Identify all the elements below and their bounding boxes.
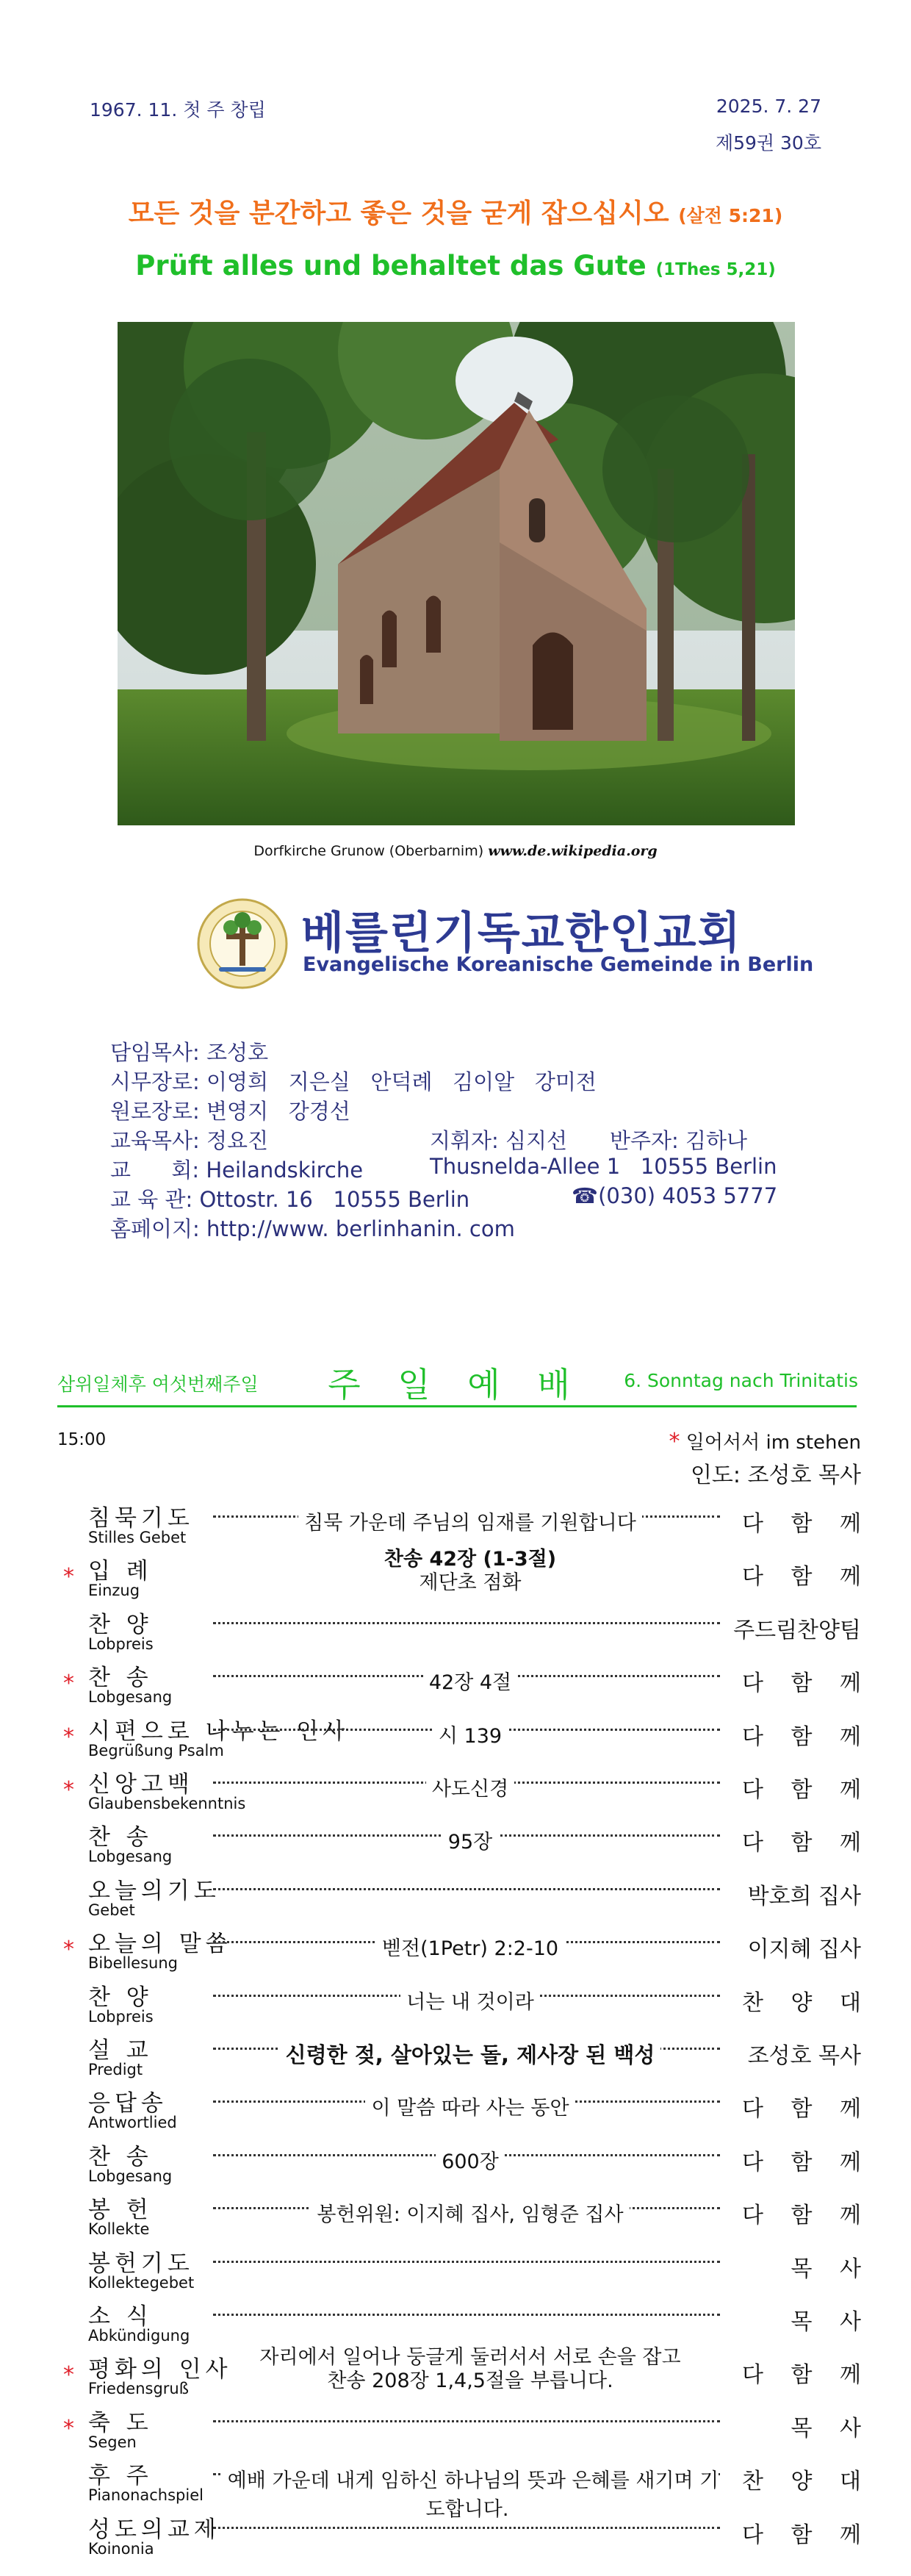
order-item-detail-text: 신령한 젖, 살아있는 돌, 제사장 된 백성 bbox=[280, 2042, 661, 2067]
order-item-korean: 시편으로 나누는 인사 bbox=[88, 1718, 350, 1745]
theme-verse-korean bbox=[0, 193, 911, 230]
order-item-detail bbox=[220, 1932, 720, 1961]
order-item-detail-text: 침묵 가운데 주님의 임재를 기원합니다 bbox=[298, 1512, 642, 1535]
theme-verse-german-text: Prüft alles und behaltet das Gute bbox=[135, 250, 647, 281]
order-item bbox=[0, 1499, 911, 1551]
info-value: 이영희 지은실 안덕례 김이알 강미전 bbox=[206, 1069, 597, 1094]
asterisk-icon: * bbox=[63, 1564, 74, 1590]
order-item-detail bbox=[220, 1773, 720, 1801]
order-item-korean: 찬 양 bbox=[88, 1611, 153, 1638]
asterisk-icon: * bbox=[63, 1671, 74, 1697]
order-item-german: Antwortlied bbox=[88, 2114, 177, 2132]
theme-verse-german bbox=[0, 250, 911, 281]
order-item-responsible: 다 함 께 bbox=[736, 1718, 871, 1751]
order-item-detail-text: 봉헌위원: 이지혜 집사, 임형준 집사 bbox=[311, 2203, 629, 2226]
photo-caption-source: www.de.wikipedia.org bbox=[488, 843, 658, 859]
church-logo bbox=[197, 898, 289, 990]
asterisk-icon: * bbox=[63, 1937, 74, 1963]
order-item-responsible: 다 함 께 bbox=[736, 1505, 871, 1538]
order-item-german: Einzug bbox=[88, 1582, 140, 1600]
dot-leader bbox=[213, 2527, 720, 2529]
order-item-responsible: 목 사 bbox=[785, 2303, 872, 2336]
order-item-responsible: 다 함 께 bbox=[736, 1665, 871, 1697]
theme-verse-korean-ref: (살전 5:21) bbox=[678, 205, 783, 226]
order-item-korean: 소 식 bbox=[88, 2303, 153, 2330]
info-church bbox=[110, 1154, 363, 1184]
order-item-german: Predigt bbox=[88, 2061, 143, 2078]
info-value: 조성호 bbox=[206, 1040, 269, 1065]
order-item bbox=[0, 2404, 911, 2455]
order-item-responsible: 다 함 께 bbox=[736, 1558, 871, 1590]
order-item-responsible: 다 함 께 bbox=[736, 1824, 871, 1856]
bulletin-date: 2025. 7. 27 bbox=[716, 96, 821, 117]
stand-note bbox=[669, 1427, 862, 1454]
order-item-korean: 오늘의기도 bbox=[88, 1877, 220, 1904]
order-item-german: Bibellesung bbox=[88, 1954, 178, 1973]
info-label: 원로장로: bbox=[110, 1099, 200, 1124]
dot-leader bbox=[213, 2420, 720, 2422]
order-item-german: Segen bbox=[88, 2433, 137, 2451]
dot-leader bbox=[213, 1622, 720, 1624]
founding-date: 1967. 11. 첫 주 창립 bbox=[90, 99, 266, 121]
info-accompanist: 반주자: 김하나 bbox=[610, 1128, 748, 1153]
order-item-responsible: 다 함 께 bbox=[736, 1771, 871, 1804]
asterisk-icon: * bbox=[63, 1723, 74, 1750]
dot-leader bbox=[213, 2261, 720, 2263]
info-retired-elders bbox=[110, 1095, 350, 1125]
asterisk-icon: * bbox=[63, 2415, 74, 2442]
order-item-korean: 설 교 bbox=[88, 2037, 153, 2064]
order-item-detail bbox=[220, 2346, 720, 2393]
order-item-detail-text: 95장 bbox=[442, 1831, 498, 1854]
issue-number: 제59권 30호 bbox=[715, 132, 821, 154]
order-item-detail bbox=[220, 1507, 720, 1535]
order-item-korean: 찬 송 bbox=[88, 2143, 153, 2170]
order-item bbox=[0, 1978, 911, 2030]
order-item bbox=[0, 1548, 911, 1604]
order-item-responsible: 목 사 bbox=[785, 2410, 872, 2442]
order-item-detail-line1: 찬송 42장 (1-3절) bbox=[384, 1548, 557, 1571]
info-label: 홈페이지: bbox=[110, 1216, 200, 1241]
order-item-responsible: 찬 양 대 bbox=[736, 2463, 871, 2495]
order-item-detail bbox=[220, 2145, 720, 2174]
order-item-detail-text: 너는 내 것이라 bbox=[400, 1991, 540, 2014]
order-item-detail-line2: 찬송 208장 1,4,5절을 부릅니다. bbox=[327, 2369, 613, 2393]
order-item bbox=[0, 1606, 911, 1657]
order-item-detail-text: 벧전(1Petr) 2:2-10 bbox=[376, 1937, 564, 1960]
order-item-detail bbox=[220, 1548, 720, 1595]
section-divider bbox=[57, 1405, 857, 1407]
order-item bbox=[0, 2346, 911, 2402]
order-item-detail bbox=[220, 1720, 720, 1748]
order-item-responsible: 다 함 께 bbox=[736, 2090, 871, 2123]
service-time: 15:00 bbox=[57, 1430, 107, 1449]
order-item bbox=[0, 1925, 911, 1976]
order-item-responsible: 주드림찬양팀 bbox=[727, 1612, 861, 1644]
order-item-responsible: 박호희 집사 bbox=[742, 1878, 861, 1910]
order-item-german: Lobgesang bbox=[88, 1688, 173, 1707]
order-item-german: Friedensgruß bbox=[88, 2380, 189, 2398]
order-item-german: Lobgesang bbox=[88, 1848, 173, 1866]
order-item-detail bbox=[220, 2092, 720, 2120]
info-education-pastor bbox=[110, 1124, 268, 1155]
order-item-detail-text: 사도신경 bbox=[426, 1778, 514, 1801]
theme-verse-korean-text: 모든 것을 분간하고 좋은 것을 굳게 잡으십시오 bbox=[128, 198, 669, 229]
church-photo bbox=[118, 322, 795, 825]
homepage-link[interactable]: http://www. berlinhanin. com bbox=[206, 1216, 515, 1241]
order-item-german: Gebet bbox=[88, 1901, 135, 1919]
order-item bbox=[0, 2297, 911, 2349]
order-item-responsible: 찬 양 대 bbox=[736, 1984, 871, 2017]
info-conductor: 지휘자: 심지선 bbox=[430, 1128, 568, 1153]
service-title: 주 일 예 배 bbox=[328, 1365, 583, 1404]
order-item-korean: 찬 송 bbox=[88, 1824, 153, 1851]
order-item-detail-text: 예배 가운데 내게 임하신 하나님의 뜻과 은혜를 새기며 기도합니다. bbox=[222, 2469, 719, 2521]
asterisk-icon: * bbox=[669, 1429, 680, 1454]
service-sunday-korean: 삼위일체후 여섯번째주일 bbox=[57, 1374, 259, 1395]
order-item-korean: 찬 송 bbox=[88, 1665, 153, 1692]
order-item-korean: 봉 헌 bbox=[88, 2197, 153, 2224]
order-item-german: Koinonia bbox=[88, 2539, 154, 2558]
dot-leader bbox=[213, 2314, 720, 2316]
info-education-hall bbox=[110, 1183, 469, 1213]
order-item-german: Glaubensbekenntnis bbox=[88, 1795, 246, 1812]
info-label: 담임목사: bbox=[110, 1040, 200, 1065]
order-item-korean: 신앙고백 bbox=[88, 1771, 194, 1798]
order-item-detail-line1: 자리에서 일어나 둥글게 둘러서서 서로 손을 잡고 bbox=[259, 2346, 681, 2369]
info-value: Ottostr. 16 10555 Berlin bbox=[199, 1187, 470, 1212]
service-leader: 인도: 조성호 목사 bbox=[690, 1463, 861, 1488]
order-item bbox=[0, 1712, 911, 1764]
order-item-responsible: 다 함 께 bbox=[736, 2516, 871, 2549]
order-item-german: Begrüßung Psalm bbox=[88, 1741, 224, 1759]
order-item-korean: 후 주 bbox=[88, 2463, 153, 2490]
order-item bbox=[0, 1818, 911, 1870]
order-item-responsible: 목 사 bbox=[785, 2250, 872, 2283]
info-label: 시무장로: bbox=[110, 1069, 200, 1094]
order-item bbox=[0, 2191, 911, 2242]
info-value: Heilandskirche bbox=[206, 1158, 364, 1183]
order-item bbox=[0, 2084, 911, 2136]
order-item-korean: 침묵기도 bbox=[88, 1505, 194, 1532]
order-item-detail-text: 시 139 bbox=[433, 1725, 508, 1748]
order-item-german: Kollekte bbox=[88, 2220, 150, 2239]
photo-caption bbox=[0, 843, 911, 859]
info-label: 교육목사: bbox=[110, 1128, 200, 1153]
order-item-german: Lobpreis bbox=[88, 1635, 154, 1653]
order-item-german: Lobgesang bbox=[88, 2167, 173, 2185]
info-senior-pastor bbox=[110, 1036, 268, 1066]
order-item bbox=[0, 1659, 911, 1710]
order-item-responsible: 다 함 께 bbox=[736, 2144, 871, 2176]
order-item-responsible: 조성호 목사 bbox=[742, 2037, 861, 2070]
order-item-korean: 오늘의 말씀 bbox=[88, 1931, 232, 1958]
info-label: 교 육 관: bbox=[110, 1187, 193, 1212]
order-item bbox=[0, 1765, 911, 1817]
theme-verse-german-ref: (1Thes 5,21) bbox=[655, 260, 776, 279]
order-item-detail-line2: 제단초 점화 bbox=[419, 1571, 522, 1595]
order-item bbox=[0, 2457, 911, 2522]
info-value: 정요진 bbox=[206, 1128, 269, 1153]
order-item-german: Kollektegebet bbox=[88, 2273, 195, 2292]
order-item-german: Lobpreis bbox=[88, 2007, 154, 2026]
order-item bbox=[0, 2031, 911, 2083]
church-name-korean: 베를린기독교한인교회 bbox=[301, 908, 742, 959]
order-item bbox=[0, 2138, 911, 2189]
order-item-detail bbox=[220, 1826, 720, 1854]
order-item bbox=[0, 2511, 911, 2562]
info-phone: ☎(030) 4053 5777 bbox=[572, 1183, 778, 1208]
order-item-responsible: 다 함 께 bbox=[736, 2197, 871, 2229]
order-item-detail bbox=[220, 2198, 720, 2227]
order-item-german: Pianonachspiel bbox=[88, 2486, 204, 2505]
order-item-korean: 평화의 인사 bbox=[88, 2356, 232, 2383]
info-value: 변영지 강경선 bbox=[206, 1099, 350, 1124]
order-item bbox=[0, 1872, 911, 1923]
order-item-detail bbox=[220, 2039, 720, 2069]
order-item-korean: 축 도 bbox=[88, 2409, 153, 2436]
info-label: 교 회: bbox=[110, 1158, 200, 1183]
info-homepage bbox=[110, 1213, 515, 1243]
order-item-detail-text: 42장 4절 bbox=[423, 1671, 517, 1694]
info-elders bbox=[110, 1066, 597, 1096]
service-sunday-german: 6. Sonntag nach Trinitatis bbox=[624, 1370, 858, 1391]
order-item-detail-text: 이 말씀 따라 사는 동안 bbox=[365, 2097, 575, 2120]
order-item-korean: 성도의교제 bbox=[88, 2516, 220, 2543]
asterisk-icon: * bbox=[63, 1777, 74, 1803]
order-item-detail bbox=[220, 1986, 720, 2014]
order-item-responsible: 이지혜 집사 bbox=[742, 1931, 861, 1963]
order-item-detail bbox=[220, 1666, 720, 1695]
info-church-address: Thusnelda-Allee 1 10555 Berlin bbox=[430, 1154, 777, 1179]
order-item-korean: 입 례 bbox=[88, 1558, 153, 1585]
order-item-korean: 찬 양 bbox=[88, 1984, 153, 2011]
stand-note-text: 일어서서 im stehen bbox=[685, 1432, 861, 1454]
order-item bbox=[0, 2245, 911, 2296]
order-item-responsible: 다 함 께 bbox=[736, 2356, 871, 2389]
church-name-german: Evangelische Koreanische Gemeinde in Berlin bbox=[303, 953, 814, 976]
photo-caption-main: Dorfkirche Grunow (Oberbarnim) bbox=[253, 843, 484, 859]
order-item-korean: 응답송 bbox=[88, 2090, 168, 2117]
asterisk-icon: * bbox=[63, 2362, 74, 2389]
order-item-german: Stilles Gebet bbox=[88, 1529, 187, 1546]
order-item-german: Abkündigung bbox=[88, 2327, 190, 2344]
order-item-detail-text: 600장 bbox=[436, 2150, 505, 2173]
dot-leader bbox=[213, 1888, 720, 1890]
order-item-korean: 봉헌기도 bbox=[88, 2250, 194, 2277]
